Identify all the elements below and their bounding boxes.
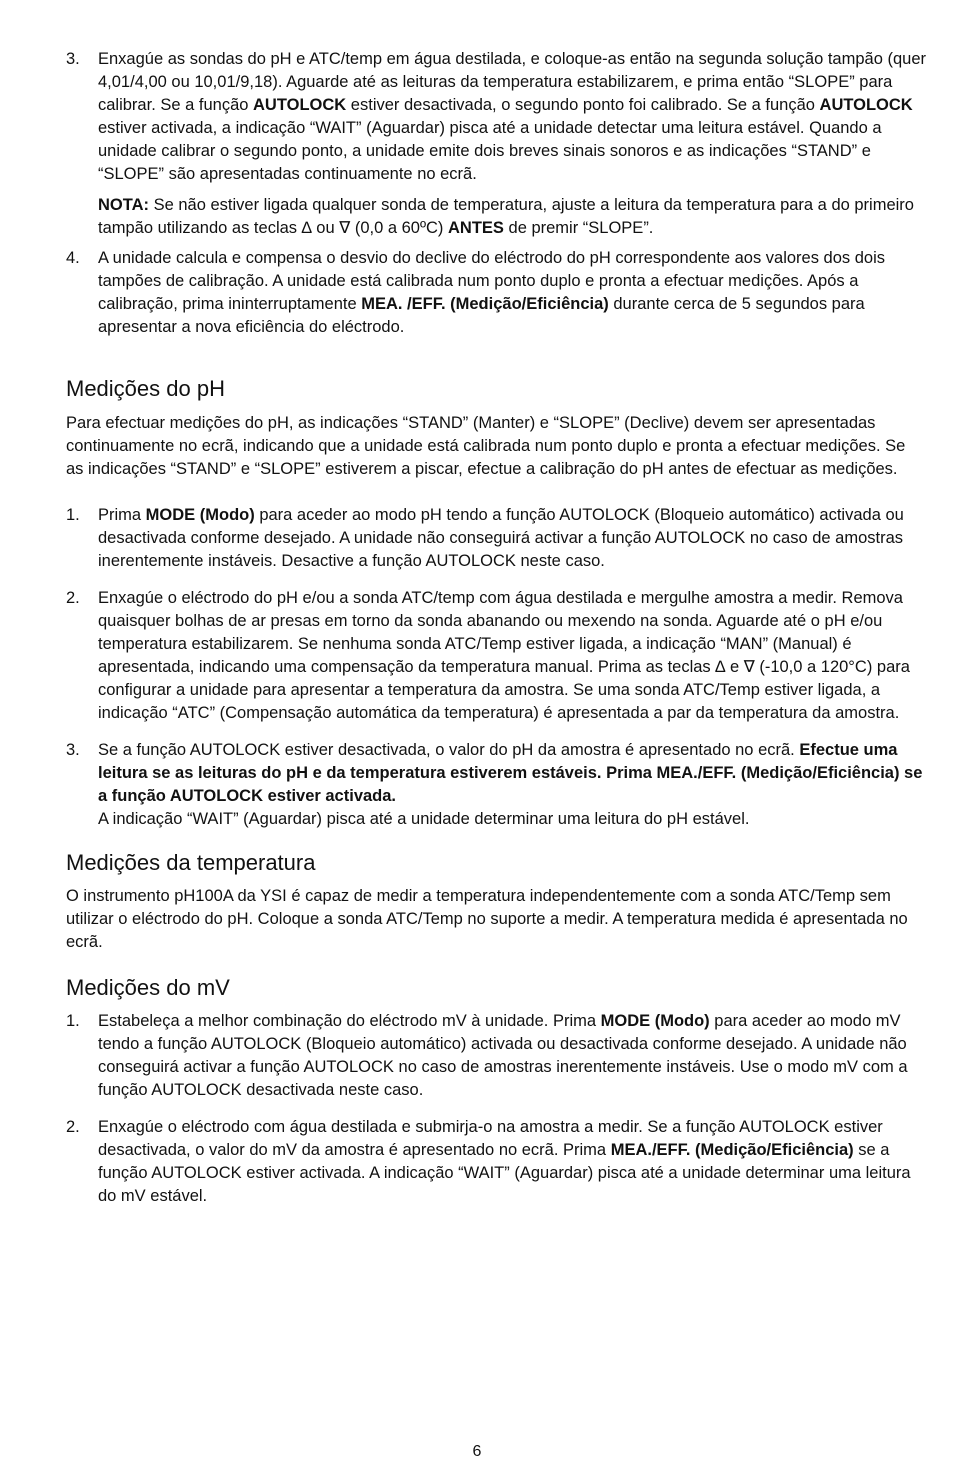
mv-step-1 — [66, 1010, 926, 1102]
emphasis-text: Efectue uma leitura se as leituras do pH e da temperatura estiverem estáveis. Prima MEA./EFF. (Medição/Eficiência) se a função AUTOLOCK estiver activada. — [98, 741, 923, 805]
step-text: A indicação “WAIT” (Aguardar) pisca até a unidade determinar uma leitura do pH estável. — [98, 810, 750, 828]
note-label: NOTA: — [98, 196, 150, 214]
page-content — [66, 48, 926, 1208]
keyword: MEA. /EFF. (Medição/Eficiência) — [361, 295, 609, 313]
keyword: MODE (Modo) — [600, 1012, 710, 1030]
section-heading-temperature: Medições da temperatura — [66, 850, 316, 875]
list-number: 2. — [66, 1118, 80, 1136]
section-heading-mv: Medições do mV — [66, 975, 230, 1000]
section-heading-ph: Medições do pH — [66, 376, 225, 401]
temperature-text: O instrumento pH100A da YSI é capaz de medir a temperatura independentemente com a sonda ATC/Temp sem utilizar o eléctrodo do pH. Coloque a sonda ATC/Temp no suporte a medir. A temperatura medida é apresentada no ecrã. — [66, 887, 908, 951]
ph-step-2 — [66, 587, 926, 725]
list-number: 4. — [66, 249, 80, 267]
step-text: se a função AUTOLOCK estiver activada. A indicação “WAIT” (Aguardar) pisca até a unidade determinar uma leitura do mV estável. — [98, 1141, 911, 1205]
note-text: de premir “SLOPE”. — [503, 219, 654, 237]
keyword: AUTOLOCK — [819, 96, 913, 114]
ph-step-1 — [66, 504, 926, 573]
step-text: Enxagúe o eléctrodo com água destilada e submirja-o na amostra a medir. Se a função AUTOLOCK estiver desactivada, o valor do mV da amostra é apresentado no ecrã. Prima — [98, 1118, 883, 1159]
step-text: estiver activada, a indicação “WAIT” (Aguardar) pisca até a unidade detectar uma leitura estável. Quando a unidade calibrar o segundo ponto, a unidade emite dois breves sinais sonoros e as indicações “STAND” e “SLOPE” são apresentadas continuamente no ecrã. — [98, 119, 882, 183]
step-text: Enxagúe o eléctrodo do pH e/ou a sonda ATC/temp com água destilada e mergulhe amostra a medir. Remova quaisquer bolhas de ar presas em torno da sonda abanando ou mexendo na sonda. Aguarde até o pH e/ou temperatura estabilizarem. Se nenhuma sonda ATC/Temp estiver ligada, a indicação “MAN” (Manual) é apresentada, indicando uma compensação da temperatura manual. Prima as teclas ∆ e ∇ (-10,0 a 120°C) para configurar a unidade para apresentar a temperatura da amostra. Se uma sonda ATC/Temp estiver ligada, a indicação “ATC” (Compensação automática da temperatura) é apresentada a par da temperatura da amostra. — [98, 589, 910, 722]
calibration-step-3 — [66, 48, 926, 186]
list-number: 1. — [66, 1012, 80, 1030]
note-text: Se não estiver ligada qualquer sonda de temperatura, ajuste a leitura da temperatura para a do primeiro tampão utilizando as teclas ∆ ou ∇ (0,0 a 60ºC) — [98, 196, 914, 237]
ph-intro: Para efectuar medições do pH, as indicações “STAND” (Manter) e “SLOPE” (Declive) devem ser apresentadas continuamente no ecrã, indicando que a unidade está calibrada num ponto duplo e pronta a efectuar medições. Se as indicações “STAND” e “SLOPE” estiverem a piscar, efectue a calibração do pH antes de efectuar as medições. — [66, 414, 906, 478]
list-number: 1. — [66, 506, 80, 524]
calibration-step-4 — [66, 247, 926, 339]
step-text: Se a função AUTOLOCK estiver desactivada, o valor do pH da amostra é apresentado no ecrã. — [98, 741, 800, 759]
step-text: A unidade calcula e compensa o desvio do declive do eléctrodo do pH correspondente aos valores dos dois tampões de calibração. A unidade está calibrada num ponto duplo e pronta a efectuar medições. Após a calibração, prima ininterruptamente — [98, 249, 886, 313]
list-number: 3. — [66, 741, 80, 759]
mv-step-2 — [66, 1116, 926, 1208]
step-text: estiver desactivada, o segundo ponto foi calibrado. Se a função — [346, 96, 820, 114]
step-text: Enxagúe as sondas do pH e ATC/temp em água destilada, e coloque-as então na segunda solução tampão (quer 4,01/4,00 ou 10,01/9,18). Aguarde até as leituras da temperatura estabilizarem, e prima então “SLOPE” para calibrar. Se a função — [98, 50, 926, 114]
ph-step-3 — [66, 739, 926, 831]
step-text: Prima — [98, 506, 146, 524]
step-text: para aceder ao modo mV tendo a função AUTOLOCK (Bloqueio automático) activada ou desactivada conforme desejado. A unidade não conseguirá activar a função AUTOLOCK no caso de amostras inerentemente instáveis. Use o modo mV com a função AUTOLOCK desactivada neste caso. — [98, 1012, 908, 1099]
calibration-note — [66, 194, 926, 240]
step-text: para aceder ao modo pH tendo a função AUTOLOCK (Bloqueio automático) activada ou desactivada conforme desejado. A unidade não conseguirá activar a função AUTOLOCK no caso de amostras inerentemente instáveis. Desactive a função AUTOLOCK neste caso. — [98, 506, 904, 570]
keyword: ANTES — [448, 219, 504, 237]
keyword: MEA./EFF. (Medição/Eficiência) — [610, 1141, 854, 1159]
list-number: 2. — [66, 589, 80, 607]
list-number: 3. — [66, 50, 80, 68]
page-number: 6 — [472, 1443, 482, 1460]
step-text: Estabeleça a melhor combinação do eléctrodo mV à unidade. Prima — [98, 1012, 601, 1030]
keyword: MODE (Modo) — [145, 506, 255, 524]
keyword: AUTOLOCK — [253, 96, 347, 114]
step-text: durante cerca de 5 segundos para apresentar a nova eficiência do eléctrodo. — [98, 295, 865, 336]
